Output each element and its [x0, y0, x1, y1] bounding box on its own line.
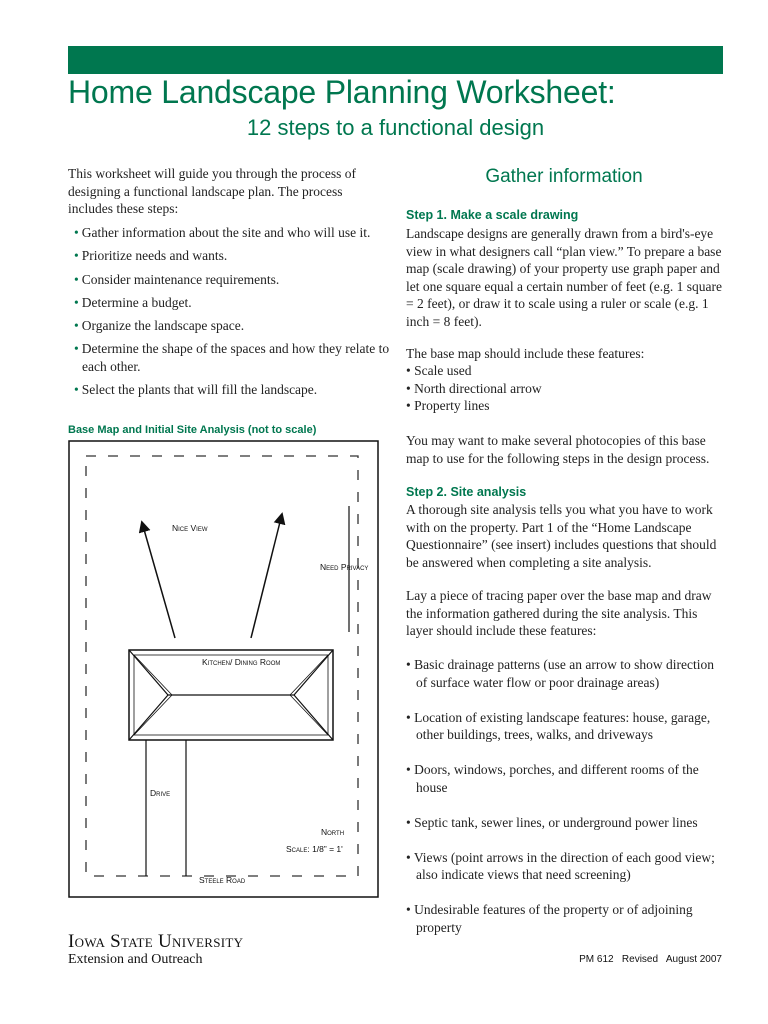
scale-label: Scale: 1/8” = 1': [286, 844, 343, 854]
need-privacy-label: Need Privacy: [320, 562, 369, 572]
list-item: • Prioritize needs and wants.: [74, 248, 228, 264]
list-item: • North directional arrow: [406, 380, 542, 396]
header-bar: [68, 46, 723, 74]
step1-paragraph: Landscape designs are generally drawn from a bird's-eye view in what designers call “plan view.” To prepare a base map (scale drawing) of your property use graph paper and let one square equal a certain number of feet (e.g. 1 square = 2 feet), or draw it to scale using a ruler or scale (e.g. 1 inch = 8 feet).: [406, 226, 722, 329]
road-label: Steele Road: [199, 875, 246, 885]
list-item: • Doors, windows, porches, and different rooms of the house: [406, 762, 699, 795]
step1-photocopy-note: You may want to make several photocopies of this base map to use for the following steps in the design process.: [406, 433, 710, 466]
north-label: North: [321, 827, 345, 837]
list-item: • Scale used: [406, 363, 472, 378]
extension-logo-text: Extension and Outreach: [68, 952, 203, 967]
list-item: • Gather information about the site and who will use it.: [74, 225, 371, 240]
university-logo: Iowa State University: [68, 931, 244, 952]
intro-steps-list: [74, 224, 394, 405]
list-item: • Property lines: [406, 398, 490, 413]
list-item: • Location of existing landscape features: house, garage, other buildings, trees, walks, and driveways: [406, 709, 711, 742]
step2-tracing-paragraph: Lay a piece of tracing paper over the base map and draw the information gathered during the site analysis. This layer should include these features:: [406, 588, 712, 638]
section-heading: Gather information: [485, 166, 643, 187]
list-item: • Consider maintenance requirements.: [74, 271, 280, 287]
view-arrow-right: [251, 518, 281, 638]
map-title: Base Map and Initial Site Analysis (not to scale): [68, 424, 317, 436]
step2-features-list: [406, 656, 726, 954]
page-title: Home Landscape Planning Worksheet:: [68, 74, 616, 110]
driveway: [146, 740, 186, 876]
intro-text: This worksheet will guide you through the process of designing a functional landscape plan. The process includes these steps:: [68, 166, 356, 216]
base-map-diagram: [68, 440, 379, 898]
step2-paragraph: A thorough site analysis tells you what you have to work with on the property. Part 1 of the “Home Landscape Questionnaire” (see insert) includes questions that should be answered when completing a site analysis.: [406, 502, 717, 570]
step1-features-intro: The base map should include these features:: [406, 346, 645, 361]
view-arrow-left: [143, 526, 175, 638]
step1-heading: Step 1. Make a scale drawing: [406, 208, 579, 222]
list-item: • Basic drainage patterns (use an arrow to show direction of surface water flow or poor drainage areas): [406, 657, 715, 690]
nice-view-label: Nice View: [172, 523, 208, 533]
step2-heading: Step 2. Site analysis: [406, 485, 527, 499]
list-item: • Determine a budget.: [74, 294, 192, 310]
list-item: • Select the plants that will fill the landscape.: [74, 382, 318, 398]
drive-label: Drive: [150, 788, 171, 798]
list-item: • Organize the landscape space.: [74, 318, 245, 334]
list-item: • Determine the shape of the spaces and how they relate to each other.: [74, 341, 390, 374]
kitchen-label: Kitchen/ Dining Room: [202, 657, 281, 667]
list-item: • Septic tank, sewer lines, or underground power lines: [406, 814, 698, 830]
step1-features-list: [406, 362, 726, 415]
list-item: • Undesirable features of the property or of adjoining property: [406, 902, 693, 935]
publication-info: PM 612 Revised August 2007: [579, 954, 722, 965]
list-item: • Views (point arrows in the direction of each good view; also indicate views that need screening): [406, 849, 715, 882]
page-subtitle: 12 steps to a functional design: [246, 115, 545, 140]
